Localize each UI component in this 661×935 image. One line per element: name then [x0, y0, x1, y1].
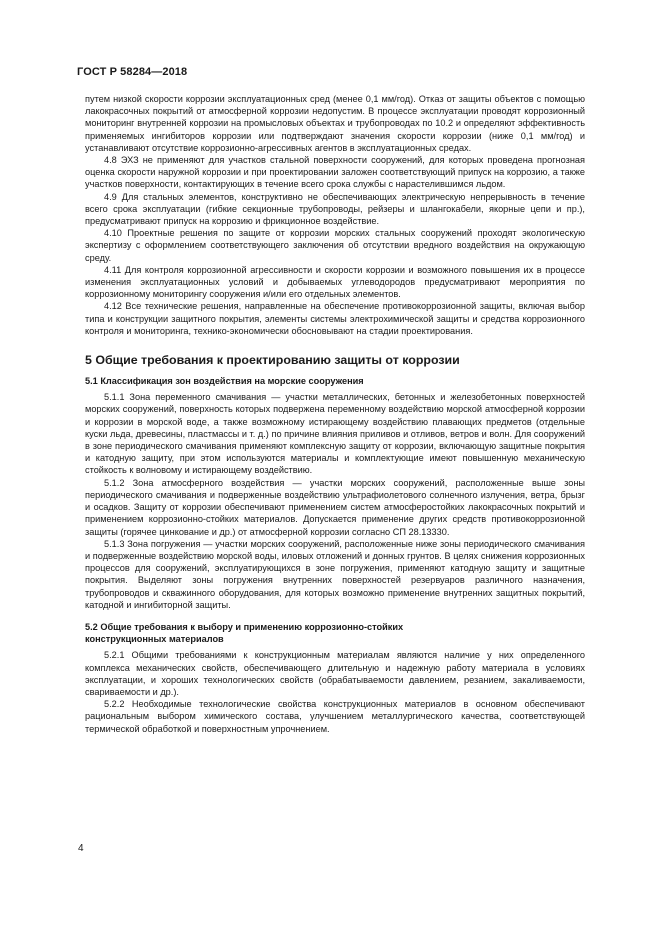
clause-5-2-1: 5.2.1 Общими требованиями к конструкционным материалам являются наличие у них определенного комплекса механических свойств, обеспечивающего длительную и надежную работу материала в условиях эксплуатации, и хороших технологических свойств (обрабатываемости давлением, резанием, закаливаемости, свариваемости и др.). [85, 650, 585, 697]
spacer [85, 611, 585, 615]
clause-5-1-1: 5.1.1 Зона переменного смачивания — участки металлических, бетонных и железобетонных поверхностей морских сооружений, поверхность которых подвержена переменному воздействию морской атмосферной коррозии и коррозии в морской воде, а также возможному истирающему воздействию плавающих предметов (отдельные куски льда, древесины, пластмассы и т. д.) по причине влияния приливов и отливов, ветров и волн. Для сооружений в зоне периодического смачивания применяют комплексную защиту от коррозии, включающую защитные покрытия и катодную защиту, при этом используются материалы и комплектующие имеют повышенную механическую стойкость к волновому и истирающему воздействию. [85, 392, 585, 476]
clause-4-8: 4.8 ЭХЗ не применяют для участков стальной поверхности сооружений, для которых проведена прогнозная оценка скорости наружной коррозии и при проектировании заложен соответствующий припуск на коррозию, а также участков поверхности, контактирующих в течение всего срока службы с нарастелившимся льдом. [85, 155, 585, 190]
page-content [85, 93, 585, 735]
clause-5-2-2: 5.2.2 Необходимые технологические свойства конструкционных материалов в основном обеспечивают рациональным выбором химического состава, улучшением металлургического качества, соответствующей термической обработкой и поверхностным упрочнением. [85, 699, 585, 734]
standard-header: ГОСТ Р 58284—2018 [77, 66, 188, 78]
section-5-heading: 5 Общие требования к проектированию защиты от коррозии [85, 353, 460, 368]
intro-paragraph: путем низкой скорости коррозии эксплуатационных сред (менее 0,1 мм/год). Отказ от защиты объектов с помощью лакокрасочных покрытий от атмосферной коррозии недопустим. В процессе эксплуатации проводят коррозионный мониторинг внутренней коррозии на промысловых объектах и трубопроводах по 10.2 и определяют эффективность применяемых ингибиторов коррозии или подтверждают значения скорости коррозии (ниже 0,1 мм/год) и устанавливают отсутствие коррозионно-агрессивных агентов в эксплуатационных средах. [85, 94, 585, 153]
subsection-5-2-heading [85, 621, 585, 645]
clause-4-10: 4.10 Проектные решения по защите от коррозии морских стальных сооружений проходят экологическую экспертизу с оформлением соответствующего заключения об отсутствии вредного воздействия на окружающую среду. [85, 228, 585, 263]
page-number: 4 [78, 843, 84, 854]
subsection-5-1-heading: 5.1 Классификация зон воздействия на морские сооружения [85, 376, 364, 387]
subsection-5-2-heading-line2: конструкционных материалов [85, 634, 224, 645]
clause-5-1-2: 5.1.2 Зона атмосферного воздействия — участки морских сооружений, расположенные выше зоны периодического смачивания и подверженные воздействию ультрафиолетового солнечного излучения, ветра, брызг и осадков. Защиту от коррозии обеспечивают применением систем атмосферостойких лакокрасочных покрытий и применением коррозионно-стойких материалов. Допускается применение других средств противокоррозионной защиты (горячее цинкование и др.) от атмосферной коррозии согласно СП 28.13330. [85, 477, 585, 537]
clause-4-12: 4.12 Все технические решения, направленные на обеспечение противокоррозионной защиты, включая выбор типа и конструкции защитного покрытия, элементы системы электрохимической защиты и средства коррозионного контроля и мониторинга, технико-экономически обосновывают на стадии проектирования. [85, 301, 585, 336]
clause-4-9: 4.9 Для стальных элементов, конструктивно не обеспечивающих электрическую непрерывность в течение всего срока эксплуатации (гибкие секционные трубопроводы, рейзеры и шлангокабели, якорные цепи и пр.), предусматривают припуск на коррозию и фрикционное воздействие. [85, 191, 585, 227]
subsection-5-2-heading-line1: 5.2 Общие требования к выбору и применению коррозионно-стойких [85, 621, 404, 632]
clause-4-11: 4.11 Для контроля коррозионной агрессивности и скорости коррозии и возможного повышения их в процессе изменения эксплуатационных условий и добываемых углеводородов предусматривают мероприятия по коррозионному мониторингу сооружения и/или его отдельных элементов. [85, 264, 585, 300]
clause-5-1-3: 5.1.3 Зона погружения — участки морских сооружений, расположенные ниже зоны периодического смачивания и подверженные воздействию морской воды, иловых отложений и донных грунтов. В целях снижения коррозионных процессов для сооружений, эксплуатирующихся в зоне погружения, применяют катодную защиту и защитные покрытия. Выделяют зоны погружения внутренних поверхностей резервуаров различного назначения, трубопроводов и скважинного оборудования, для которых возможно применение внутренних защитных покрытий, катодной и ингибиторной защиты. [85, 538, 585, 610]
